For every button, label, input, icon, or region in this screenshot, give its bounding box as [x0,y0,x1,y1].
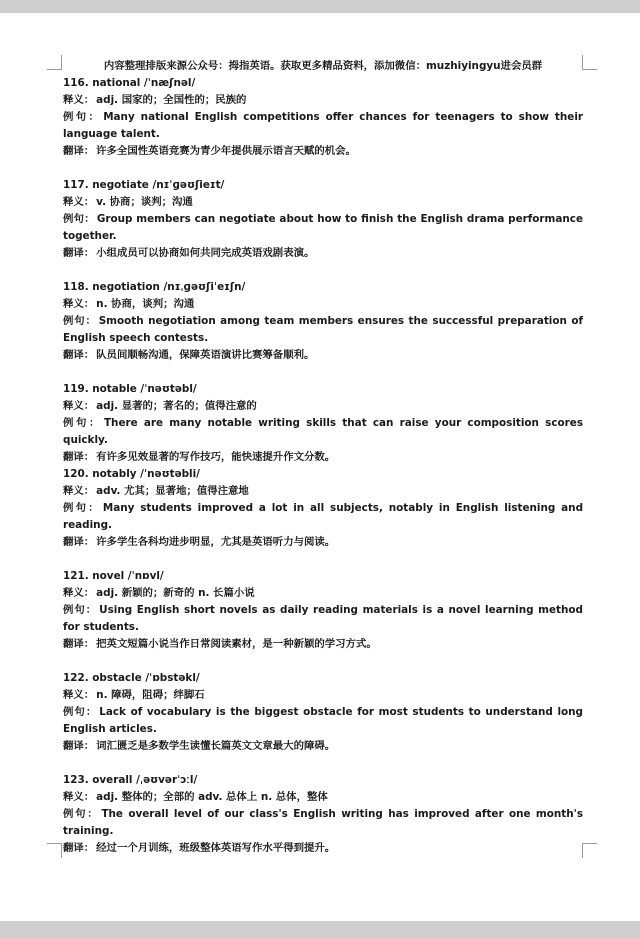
entry-headword: 116. national /ˈnæʃnəl/ [63,77,196,89]
entry-meaning [63,789,583,806]
example-label: 例句： [63,502,101,514]
translation-text: 许多全国性英语竞赛为青少年提供展示语言天赋的机会。 [96,145,356,157]
meaning-text: adj. 新颖的；新奇的 n. 长篇小说 [96,587,255,599]
example-label: 例句： [63,808,100,820]
translation-label: 翻译： [63,145,95,157]
translation-label: 翻译： [63,536,95,548]
vocab-entry [63,568,583,653]
translation-label: 翻译： [63,638,95,650]
entry-translation [63,347,583,364]
entry-meaning [63,194,583,211]
example-text: Smooth negotiation among team members ensures the successful preparation of English speech contests. [63,315,584,344]
meaning-text: adj. 国家的；全国性的；民族的 [96,94,247,106]
meaning-text: adj. 整体的；全部的 adv. 总体上 n. 总体，整体 [96,791,328,803]
document-body [63,58,583,874]
entry-translation [63,840,583,857]
translation-label: 翻译： [63,247,95,259]
entry-example [63,109,583,143]
entry-translation [63,449,583,466]
meaning-label: 释义： [63,791,95,803]
meaning-label: 释义： [63,400,95,412]
example-label: 例句： [63,604,98,616]
entry-translation [63,738,583,755]
entry-example [63,500,583,534]
entry-headword: 123. overall /ˌəʊvərˈɔːl/ [63,774,198,786]
entry-meaning [63,296,583,313]
entry-translation [63,143,583,160]
entry-headword: 121. novel /ˈnɒvl/ [63,570,164,582]
vocab-entry [63,177,583,262]
top-gray-bar [0,0,640,13]
meaning-text: adj. 显著的；著名的；值得注意的 [96,400,257,412]
translation-text: 许多学生各科均进步明显，尤其是英语听力与阅读。 [96,536,336,548]
crop-mark-bottom-right [582,843,597,858]
entry-translation [63,636,583,653]
entry-example [63,704,583,738]
example-label: 例句： [63,417,102,429]
meaning-text: n. 协商，谈判；沟通 [96,298,195,310]
translation-label: 翻译： [63,451,95,463]
example-text: Lack of vocabulary is the biggest obstacle for most students to understand long English articles. [63,706,583,735]
entry-meaning [63,585,583,602]
example-label: 例句： [63,111,102,123]
vocab-entry [63,381,583,466]
translation-label: 翻译： [63,349,95,361]
crop-mark-top-left [47,55,62,70]
bottom-gray-bar [0,921,640,938]
translation-text: 词汇匮乏是多数学生读懂长篇英文文章最大的障碍。 [96,740,336,752]
example-label: 例句： [63,706,98,718]
entry-example [63,806,583,840]
entry-headword: 117. negotiate /nɪˈɡəʊʃieɪt/ [63,179,225,191]
translation-label: 翻译： [63,740,95,752]
meaning-text: adv. 尤其；显著地；值得注意地 [96,485,249,497]
vocab-entry [63,772,583,857]
entry-meaning [63,398,583,415]
crop-mark-bottom-left [47,843,62,858]
meaning-label: 释义： [63,298,95,310]
example-text: Many students improved a lot in all subjects, notably in English listening and reading. [63,502,584,531]
example-label: 例句： [63,213,95,225]
entry-translation [63,245,583,262]
translation-text: 有许多见效显著的写作技巧，能快速提升作文分数。 [96,451,336,463]
entry-headword: 122. obstacle /ˈɒbstəkl/ [63,672,200,684]
entry-headword: 120. notably /ˈnəʊtəbli/ [63,468,200,480]
page-header: 内容整理排版来源公众号：拇指英语。获取更多精品资料，添加微信：muzhiyingyu进会员群 [103,60,543,72]
entry-translation [63,534,583,551]
meaning-text: n. 障碍，阻碍；绊脚石 [96,689,205,701]
vocab-entry [63,670,583,755]
entry-example [63,415,583,449]
entry-meaning [63,483,583,500]
example-text: Many national English competitions offer chances for teenagers to show their language talent. [63,111,584,140]
translation-text: 把英文短篇小说当作日常阅读素材，是一种新颖的学习方式。 [96,638,377,650]
translation-text: 队员间顺畅沟通，保障英语演讲比赛筹备顺利。 [96,349,315,361]
entry-example [63,602,583,636]
entry-headword: 119. notable /ˈnəʊtəbl/ [63,383,197,395]
example-text: The overall level of our class's English writing has improved after one month's training. [63,808,583,837]
example-text: There are many notable writing skills that can raise your composition scores quickly. [63,417,583,446]
example-text: Group members can negotiate about how to finish the English drama performance together. [63,213,583,242]
example-label: 例句： [63,315,97,327]
meaning-label: 释义： [63,196,95,208]
entry-meaning [63,687,583,704]
vocab-entry [63,75,583,160]
translation-text: 经过一个月训练，班级整体英语写作水平得到提升。 [96,842,336,854]
vocab-entry [63,466,583,551]
example-text: Using English short novels as daily reading materials is a novel learning method for students. [63,604,583,633]
vocab-entry [63,279,583,364]
entry-example [63,313,583,347]
translation-text: 小组成员可以协商如何共同完成英语戏剧表演。 [96,247,315,259]
meaning-label: 释义： [63,689,95,701]
meaning-text: v. 协商；谈判；沟通 [96,196,193,208]
meaning-label: 释义： [63,94,95,106]
meaning-label: 释义： [63,587,95,599]
translation-label: 翻译： [63,842,95,854]
entry-headword: 118. negotiation /nɪˌɡəʊʃiˈeɪʃn/ [63,281,246,293]
meaning-label: 释义： [63,485,95,497]
entry-meaning [63,92,583,109]
entry-example [63,211,583,245]
crop-mark-top-right [582,55,597,70]
